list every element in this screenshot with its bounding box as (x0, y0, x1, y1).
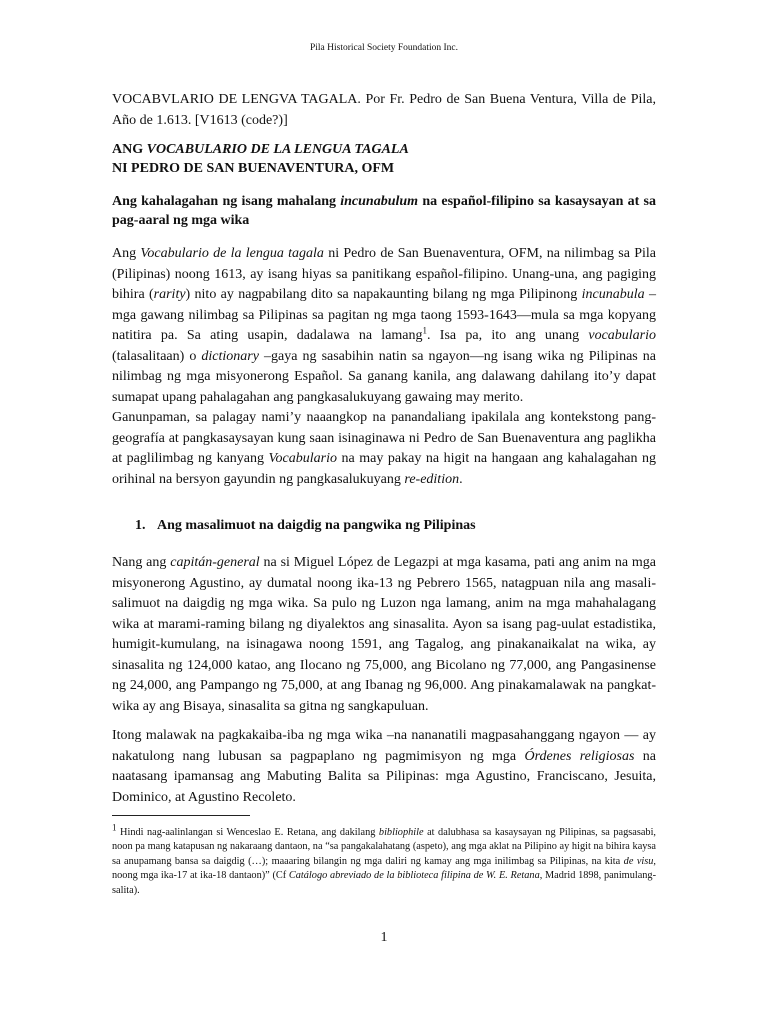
text-run: , noong mga ika-17 at ika-18 dantaon)” (Cf (112, 855, 656, 882)
document-subtitle (112, 192, 656, 230)
text-run: . (459, 471, 463, 487)
paragraph-languages (112, 553, 656, 717)
text-italic: capitán-general (170, 555, 260, 570)
text-run: –mga gawang nilimbag sa Pilipinas sa pagitan ng mga taong 1593-1643—mula sa mga kopyang natitira pa. Sa ating usapin, dadalawa na lamang (112, 287, 656, 343)
text-run: ) nito ay nagpabilang dito sa napakaunting bilang ng mga Pilipinong (185, 287, 582, 302)
paragraph-diversity (112, 726, 656, 808)
text-run: Itong malawak na pagkakaiba-iba ng mga wika –na nananatili magpasahanggang ngayon — ay nakatulong nang lubusan sa pagpaplano ng pagmimisyon ng mga (112, 728, 656, 764)
subtitle-part: Ang kahalagahan ng isang mahalang (112, 194, 341, 209)
text-italic: Catálogo abreviado de la biblioteca filipina de W. E. Retana (288, 870, 540, 882)
title-author: NI PEDRO DE SAN BUENAVENTURA, OFM (112, 161, 395, 176)
subtitle-part: na español-filipino sa kasaysayan at sa pag-aaral ng mga wika (112, 194, 656, 228)
running-header: Pila Historical Society Foundation Inc. (309, 43, 459, 53)
text-run: . Isa pa, ito ang unang (427, 328, 589, 343)
text-run: –gaya ng sasabihin natin sa ngayon—ng isang wika ng Pilipinas na nilimbag ng mga misyonerong Español. Sa ganang kanila, ang dalawang dahilang ito’y dapat sumapat upang pahalagahan ang pangkasalukuyang gawaing may merito. (112, 348, 657, 405)
text-italic: dictionary (201, 348, 259, 364)
section-heading-1 (135, 518, 476, 534)
text-italic: Órdenes religiosas (524, 748, 635, 764)
title-work: VOCABULARIO DE LA LENGUA TAGALA (146, 142, 409, 157)
text-run: at dalubhasa sa kasaysayan ng Pilipinas, sa pagsasabi, noon pa mang katapusan ng nakaraang dantaon, na “sa pangakalahatang (aspeto), ang mga aklat na Pilipino ay higit na bihira kaysa sa anupamang bansa sa daigdig (…); maaaring bilangin ng mga daliri ng kamay ang mga inilimbag sa Pilipinas, na kita (112, 827, 657, 867)
text-italic: incunabula (581, 287, 645, 302)
text-run: Nang ang (112, 555, 171, 570)
text-italic: re-edition (404, 471, 460, 487)
text-run: na si Miguel López de Legazpi at mga kasama, pati ang anim na mga misyonerong Agustino, ay dumatal noong ika-13 ng Pebrero 1565, natagpuan nila ang masali-salimuot na daigdig ng mga wika. Sa pulo ng Luzon nga lamang, anim na mga mahahalagang wika at marami-raming bilang ng diyalektos ang sinasalita. Ayon sa isang pag-uulat estadistika, humigit-kumulang, na isinagawa noong 1591, ang Tagalog, ang pinakanaikalat na wika, ay sinasalita ng 124,000 katao, ang Ilocano ng 75,000, ang Bicolano ng 77,000, ang Pangasinense ng 24,000, ang Pampango ng 75,000, at ang Ibanag ng 96,000. Ang pinakamalawak na pangkat-wika ay ang Bisaya, sinasalita sa gitna ng sangkapuluan. (112, 555, 656, 714)
text-italic: de visu (623, 855, 654, 867)
footnote-1 (112, 822, 657, 898)
text-run: Ang (112, 246, 141, 261)
text-italic: bibliophile (378, 827, 424, 838)
text-italic: Vocabulario de la lengua tagala (140, 246, 324, 261)
footnote-separator (112, 815, 250, 816)
text-run: na naatasang ipamansag ang Mabuting Balita sa Pilipinas: mga Agustino, Franciscano, Jesuita, Dominico, at Agustino Recoleto. (112, 748, 656, 805)
text-italic: Vocabulario (268, 451, 337, 466)
text-run: Hindi nag-aalinlangan si Wenceslao E. Retana, ang dakilang (116, 827, 379, 838)
subtitle-italic: incunabulum (340, 194, 419, 209)
section-title: Ang masalimuot na daigdig na pangwika ng Pilipinas (157, 518, 476, 533)
text-run: Ganunpaman, sa palagay nami’y naaangkop na panandaliang ipakilala ang kontekstong pang- geografía at pangkasaysayan kung saan isinaginawa ni Pedro de San Buenaventura ang paglikha at paglilimbag ng kanyang (112, 410, 656, 466)
text-italic: vocabulario (588, 328, 657, 343)
section-number: 1. (135, 518, 146, 533)
page-number: 1 (380, 930, 388, 945)
text-run: ni Pedro de San Buenaventura, OFM, na nilimbag sa Pila (Pilipinas) noong 1613, ay isang hiyas sa panitikang español-filipino. Unang-una, ang pagiging bihira ( (112, 246, 656, 302)
source-title-line: VOCABVLARIO DE LENGVA TAGALA. Por Fr. Pedro de San Buena Ventura, Villa de Pila, Año de 1.613. [V1613 (code?)] (112, 92, 656, 128)
paragraph-intro (112, 244, 656, 408)
text-run: na may pakay na higit na hangaan ang kahalagahan ng orihinal na bersyon gayundin ng pangkasalukuyang (112, 451, 656, 487)
text-run: , Madrid 1898, panimulang-salita). (112, 870, 657, 896)
text-run: (talasalitaan) o (112, 348, 202, 364)
document-title (112, 140, 656, 178)
footnote-reference[interactable]: 1 (422, 325, 428, 336)
paragraph-context (112, 408, 656, 490)
footnote-number: 1 (112, 822, 117, 833)
text-italic: rarity (153, 287, 186, 302)
title-ang: ANG (112, 142, 147, 157)
